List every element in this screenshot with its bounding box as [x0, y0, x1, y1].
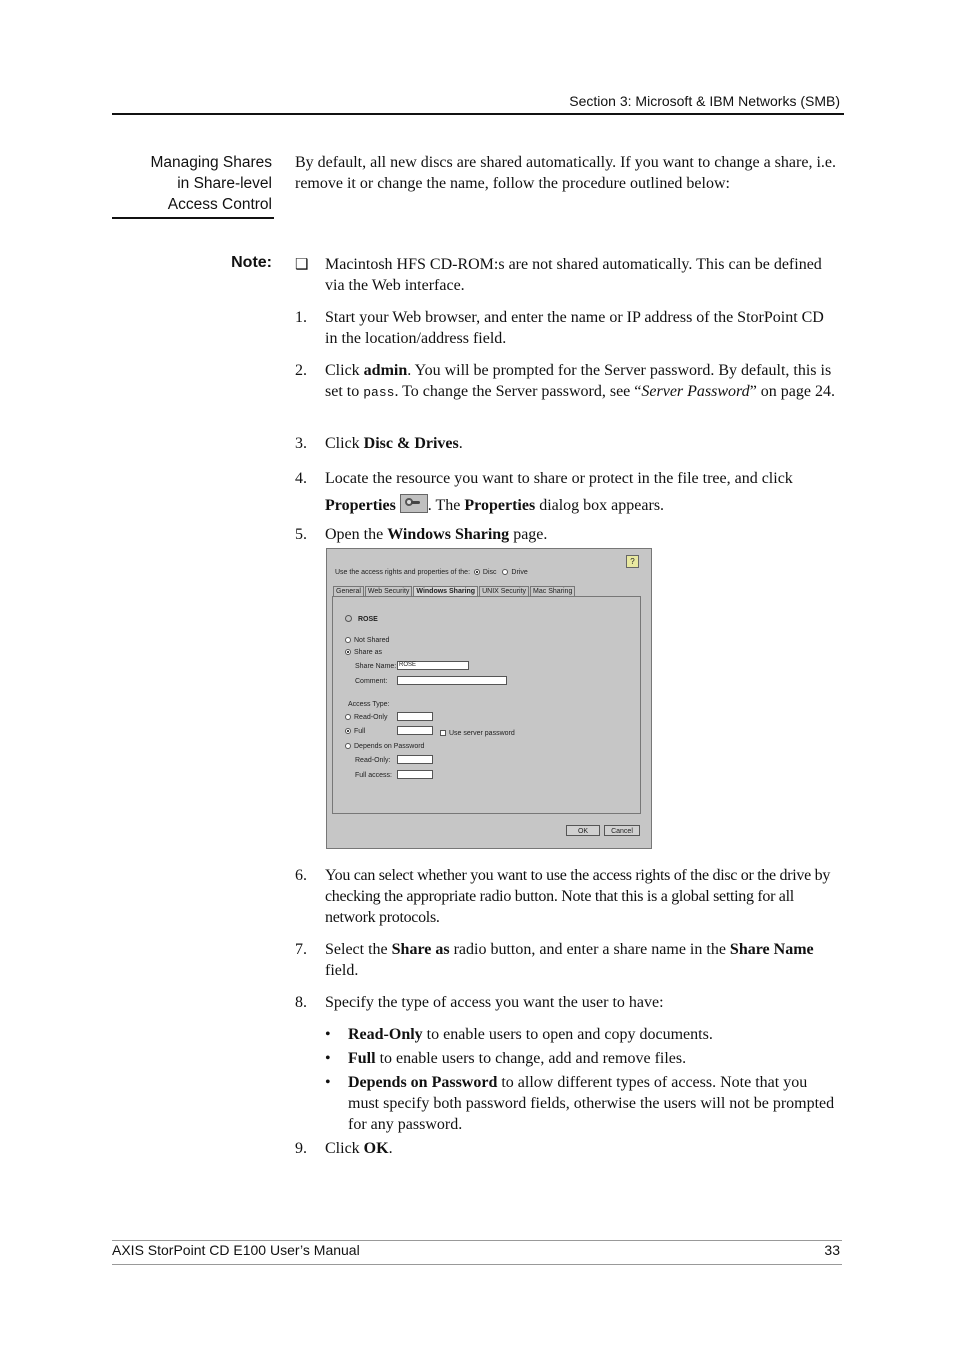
bullet-depends	[325, 1072, 835, 1135]
step-1	[295, 307, 840, 349]
tab-general[interactable]: General	[333, 586, 364, 596]
step-number: 1.	[295, 309, 307, 326]
tab-mac-sharing[interactable]: Mac Sharing	[530, 586, 575, 596]
step-text: Start your Web browser, and enter the name or IP address of the StorPoint CD in the location/address field.	[325, 309, 824, 347]
use-server-password-checkbox[interactable]: Use server password	[440, 730, 515, 737]
bullet-text: Full to enable users to change, add and remove files.	[348, 1050, 687, 1067]
full-password-input[interactable]	[397, 726, 433, 735]
share-as-option[interactable]: Share as	[345, 649, 382, 656]
footer-rule	[112, 1264, 842, 1265]
intro-paragraph: By default, all new discs are shared automatically. If you want to change a share, i.e. remove it or change the name, follow the procedure outlined below:	[295, 154, 836, 192]
note-checkbox-glyph: ❑	[295, 257, 309, 273]
footer-title: AXIS StorPoint CD E100 User’s Manual	[112, 1242, 360, 1258]
side-heading	[112, 152, 272, 215]
access-source-row: Use the access rights and properties of the: Disc Drive	[335, 569, 528, 576]
step-8	[295, 992, 840, 1013]
page-number: 33	[824, 1242, 840, 1258]
properties-icon	[400, 494, 428, 513]
side-heading-line: Managing Shares	[150, 154, 272, 171]
side-heading-line: in Share-level	[177, 175, 272, 192]
footer-rule	[112, 1240, 842, 1241]
full-access-label: Full access:	[355, 772, 392, 779]
step-9	[295, 1138, 840, 1159]
step-6	[295, 865, 840, 928]
step-number: 5.	[295, 526, 307, 543]
disc-radio[interactable]	[474, 569, 480, 575]
step-text: Click admin. You will be prompted for the Server password. By default, this is set to pass. To change the Server password, see “Server Password” on page 24.	[325, 362, 835, 400]
step-text: Locate the resource you want to share or protect in the file tree, and click Properties . The Properties dialog box appears.	[325, 470, 793, 514]
share-name-input[interactable]: ROSE	[397, 661, 469, 670]
tab-windows-sharing[interactable]: Windows Sharing	[413, 586, 478, 596]
bullet-text: Depends on Password to allow different types of access. Note that you must specify both password fields, otherwise the users will not be prompted for any password.	[348, 1074, 835, 1133]
step-number: 2.	[295, 362, 307, 379]
full-option[interactable]: Full	[345, 728, 365, 735]
access-source-label: Use the access rights and properties of the:	[335, 569, 471, 576]
help-button[interactable]: ?	[626, 555, 639, 568]
windows-sharing-panel	[332, 596, 641, 814]
bullet-dot: •	[325, 1026, 331, 1043]
drive-radio[interactable]	[502, 569, 508, 575]
step-number: 3.	[295, 435, 307, 452]
step-7	[295, 939, 840, 981]
step-number: 6.	[295, 867, 307, 884]
bullet-text: Read-Only to enable users to open and copy documents.	[348, 1026, 713, 1043]
ro-password-input[interactable]	[397, 755, 433, 764]
step-number: 4.	[295, 470, 307, 487]
step-number: 7.	[295, 941, 307, 958]
comment-label: Comment:	[355, 678, 388, 685]
resource-row: ROSE	[345, 615, 378, 623]
step-text: Open the Windows Sharing page.	[325, 526, 548, 543]
cancel-button[interactable]: Cancel	[604, 825, 640, 836]
share-name-label: Share Name:	[355, 663, 397, 670]
side-heading-line: Access Control	[167, 196, 272, 213]
tab-unix-security[interactable]: UNIX Security	[479, 586, 529, 596]
depends-on-password-option[interactable]: Depends on Password	[345, 743, 424, 750]
ro-password-label: Read-Only:	[355, 757, 391, 764]
windows-sharing-dialog-screenshot	[326, 548, 652, 849]
read-only-option[interactable]: Read-Only	[345, 714, 387, 721]
step-4	[295, 465, 840, 519]
tab-web-security[interactable]: Web Security	[365, 586, 413, 596]
step-text: Click Disc & Drives.	[325, 435, 463, 452]
step-text: You can select whether you want to use the access rights of the disc or the drive by checking the appropriate radio button. Note that this is a global setting for all network protocols.	[325, 867, 831, 926]
disc-icon	[345, 615, 352, 622]
read-only-password-input[interactable]	[397, 712, 433, 721]
step-number: 8.	[295, 994, 307, 1011]
side-heading-rule	[112, 217, 274, 219]
header-rule	[112, 113, 844, 115]
running-header: Section 3: Microsoft & IBM Networks (SMB)	[569, 93, 840, 109]
ok-button[interactable]: OK	[566, 825, 600, 836]
step-number: 9.	[295, 1140, 307, 1157]
dialog-tabs	[333, 586, 576, 596]
full-access-password-input[interactable]	[397, 770, 433, 779]
step-3	[295, 433, 840, 454]
step-5	[295, 524, 840, 545]
step-text: Select the Share as radio button, and enter a share name in the Share Name field.	[325, 941, 814, 979]
bullet-dot: •	[325, 1074, 331, 1091]
bullet-dot: •	[325, 1050, 331, 1067]
comment-input[interactable]	[397, 676, 507, 685]
note-label: Note:	[231, 254, 272, 271]
step-2	[295, 360, 840, 403]
note-text: Macintosh HFS CD-ROM:s are not shared automatically. This can be defined via the Web interface.	[325, 256, 822, 294]
step-text: Click OK.	[325, 1140, 393, 1157]
not-shared-option[interactable]: Not Shared	[345, 637, 389, 644]
access-type-label: Access Type:	[348, 701, 390, 708]
step-text: Specify the type of access you want the user to have:	[325, 994, 664, 1011]
bullet-read-only	[325, 1024, 835, 1045]
bullet-full	[325, 1048, 835, 1069]
